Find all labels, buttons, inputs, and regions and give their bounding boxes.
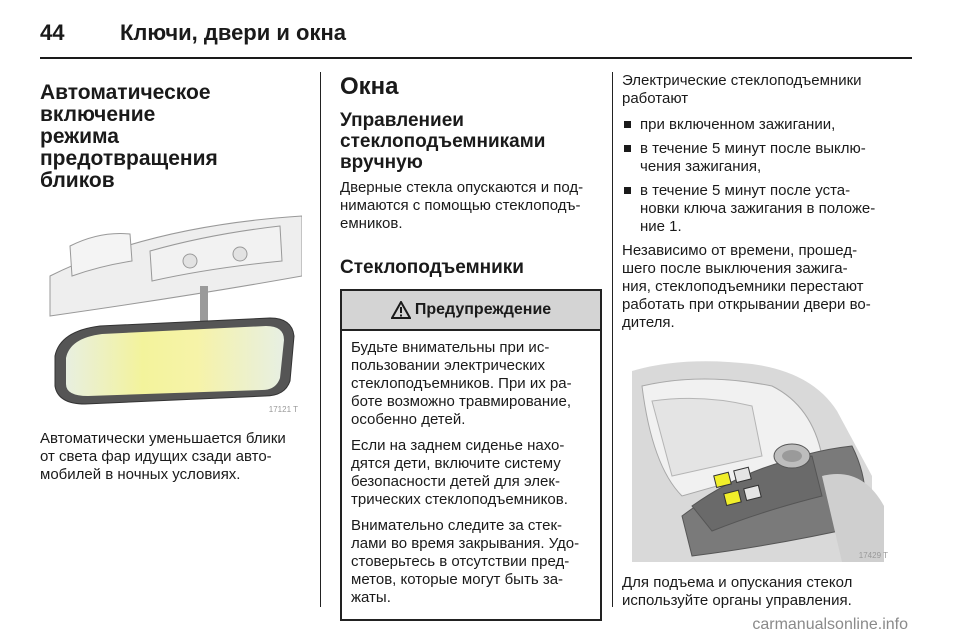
text-line: Дверные стекла опускаются и под-	[340, 179, 584, 196]
text-line: ние 1.	[640, 218, 682, 235]
text-line: лами во время закрывания. Удо-	[351, 535, 580, 552]
right-column	[622, 72, 912, 610]
title-line: режима предотвращения	[40, 125, 218, 170]
warning-paragraph	[351, 437, 591, 509]
text-line: особенно детей.	[351, 411, 466, 428]
text-line: работают	[622, 90, 689, 107]
warning-body	[342, 331, 600, 619]
manual-control-subtitle	[340, 110, 602, 173]
page-number: 44	[40, 20, 65, 45]
caption-line: Автоматически уменьшается блики	[40, 430, 286, 447]
text-line: метов, которые могут быть за-	[351, 571, 564, 588]
text-line: Будьте внимательны при ис-	[351, 339, 550, 356]
image-code: 17429 T	[858, 551, 888, 560]
caption-line: от света фар идущих сзади авто-	[40, 448, 272, 465]
list-item	[622, 182, 912, 236]
power-windows-title: Стеклоподъемники	[340, 257, 524, 278]
door-panel-drawing	[622, 346, 892, 562]
text-line: чения зажигания,	[640, 158, 762, 175]
text-line: работать при открывании двери во-	[622, 296, 871, 313]
text-line: новки ключа зажигания в положе-	[640, 200, 876, 217]
text-line: Электрические стеклоподъемники	[622, 72, 862, 89]
warning-header	[342, 291, 600, 331]
subtitle-line: стеклоподъемниками	[340, 131, 546, 152]
title-line: бликов	[40, 169, 115, 192]
subtitle-line: вручную	[340, 152, 423, 173]
mirror-drawing	[40, 206, 302, 416]
list-item	[622, 116, 912, 134]
warning-box	[340, 289, 602, 621]
text-line: ния, стеклоподъемники перестают	[622, 278, 864, 295]
door-open-paragraph	[622, 242, 912, 332]
controls-caption	[622, 574, 912, 610]
warning-paragraph	[351, 339, 591, 429]
subtitle-line: Управлениеи	[340, 110, 464, 131]
text-line: стоверьтесь в отсутствии пред-	[351, 553, 570, 570]
text-line: шего после выключения зажига-	[622, 260, 848, 277]
middle-column	[340, 72, 602, 621]
text-line: Внимательно следите за стек-	[351, 517, 562, 534]
warning-paragraph	[351, 517, 591, 607]
text-line: трических стеклоподъемников.	[351, 491, 568, 508]
conditions-list	[622, 116, 912, 236]
header-rule	[40, 57, 912, 59]
text-line: жаты.	[351, 589, 391, 606]
rearview-mirror-illustration	[40, 206, 302, 416]
column-divider	[320, 72, 321, 607]
text-line: в течение 5 минут после уста-	[640, 182, 851, 199]
watermark: carmanualsonline.info	[752, 616, 908, 633]
text-line: боте возможно травмирование,	[351, 393, 572, 410]
text-line: безопасности детей для элек-	[351, 473, 560, 490]
warning-triangle-icon	[391, 301, 411, 319]
text-line: емников.	[340, 215, 403, 232]
caption-line: мобилей в ночных условиях.	[40, 466, 241, 483]
text-line: нимаются с помощью стеклоподъ-	[340, 197, 581, 214]
text-line: стеклоподъемников. При их ра-	[351, 375, 572, 392]
image-code: 17121 T	[268, 405, 298, 414]
text-line: используйте органы управления.	[622, 592, 852, 609]
text-line: пользовании электрических	[351, 357, 545, 374]
text-line: дятся дети, включите систему	[351, 455, 561, 472]
manual-control-text	[340, 179, 602, 233]
mirror-section-title	[40, 82, 302, 192]
power-windows-intro	[622, 72, 912, 108]
text-line: в течение 5 минут после выклю-	[640, 140, 866, 157]
mirror-caption	[40, 430, 302, 484]
text-line: Независимо от времени, прошед-	[622, 242, 858, 259]
page-header	[40, 12, 910, 52]
text-line: Если на заднем сиденье нахо-	[351, 437, 565, 454]
text-line: при включенном зажигании,	[640, 116, 836, 133]
title-line: Автоматическое включение	[40, 81, 211, 126]
text-line: дителя.	[622, 314, 675, 331]
column-divider	[612, 72, 613, 607]
chapter-title: Ключи, двери и окна	[120, 20, 346, 45]
warning-title: Предупреждение	[414, 301, 552, 318]
text-line: Для подъема и опускания стекол	[622, 574, 853, 591]
list-item	[622, 140, 912, 176]
left-column	[40, 72, 302, 484]
windows-title: Окна	[340, 73, 399, 100]
window-switches-illustration	[622, 346, 892, 562]
